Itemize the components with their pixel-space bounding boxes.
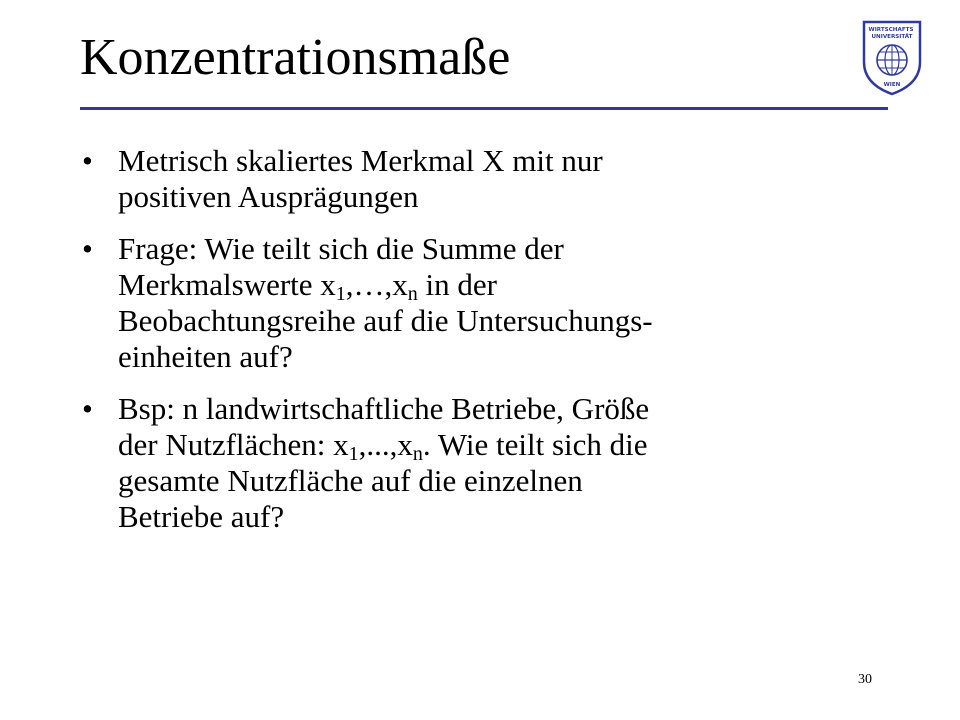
bullet-line: Betriebe auf? xyxy=(118,499,285,534)
bullet-line: positiven Ausprägungen xyxy=(118,179,419,214)
text-run: in der xyxy=(417,267,497,302)
university-seal-logo xyxy=(856,12,928,96)
bullet-item xyxy=(80,391,880,535)
logo-text-top: WIRTSCHAFTS xyxy=(868,27,914,33)
bullet-marker: • xyxy=(82,231,93,266)
title-underline xyxy=(80,107,888,110)
text-run: ,…,x xyxy=(345,267,408,302)
subscript: n xyxy=(412,443,423,465)
bullet-line: gesamte Nutzfläche auf die einzelnen xyxy=(118,463,583,498)
bullet-line: Metrisch skaliertes Merkmal X mit nur xyxy=(118,143,603,178)
slide-title: Konzentrationsmaße xyxy=(80,29,511,86)
text-run: . Wie teilt sich die xyxy=(422,427,648,462)
bullet-line xyxy=(118,267,880,303)
bullet-line xyxy=(118,427,880,463)
subscript: 1 xyxy=(348,443,359,465)
subscript: n xyxy=(407,283,418,305)
bullet-item xyxy=(80,231,880,375)
bullet-line: einheiten auf? xyxy=(118,339,293,374)
logo-text-bottom: WIEN xyxy=(883,82,901,88)
bullet-marker: • xyxy=(82,391,93,426)
bullet-marker: • xyxy=(82,143,93,178)
logo-text-middle: UNIVERSITÄT xyxy=(871,34,913,40)
text-run: der Nutzflächen: x xyxy=(118,427,349,462)
bullet-list xyxy=(80,143,880,551)
bullet-item xyxy=(80,143,880,215)
text-run: ,...,x xyxy=(358,427,413,462)
svg-text:WIRTSCHAFTS UNIVERSITÄT xyxy=(869,27,916,40)
page-number: 30 xyxy=(858,672,872,687)
bullet-line: Beobachtungsreihe auf die Untersuchungs- xyxy=(118,303,653,338)
text-run: Merkmalswerte x xyxy=(118,267,336,302)
bullet-line: Frage: Wie teilt sich die Summe der xyxy=(118,231,564,266)
bullet-line: Bsp: n landwirtschaftliche Betriebe, Größe xyxy=(118,391,650,426)
subscript: 1 xyxy=(335,283,346,305)
